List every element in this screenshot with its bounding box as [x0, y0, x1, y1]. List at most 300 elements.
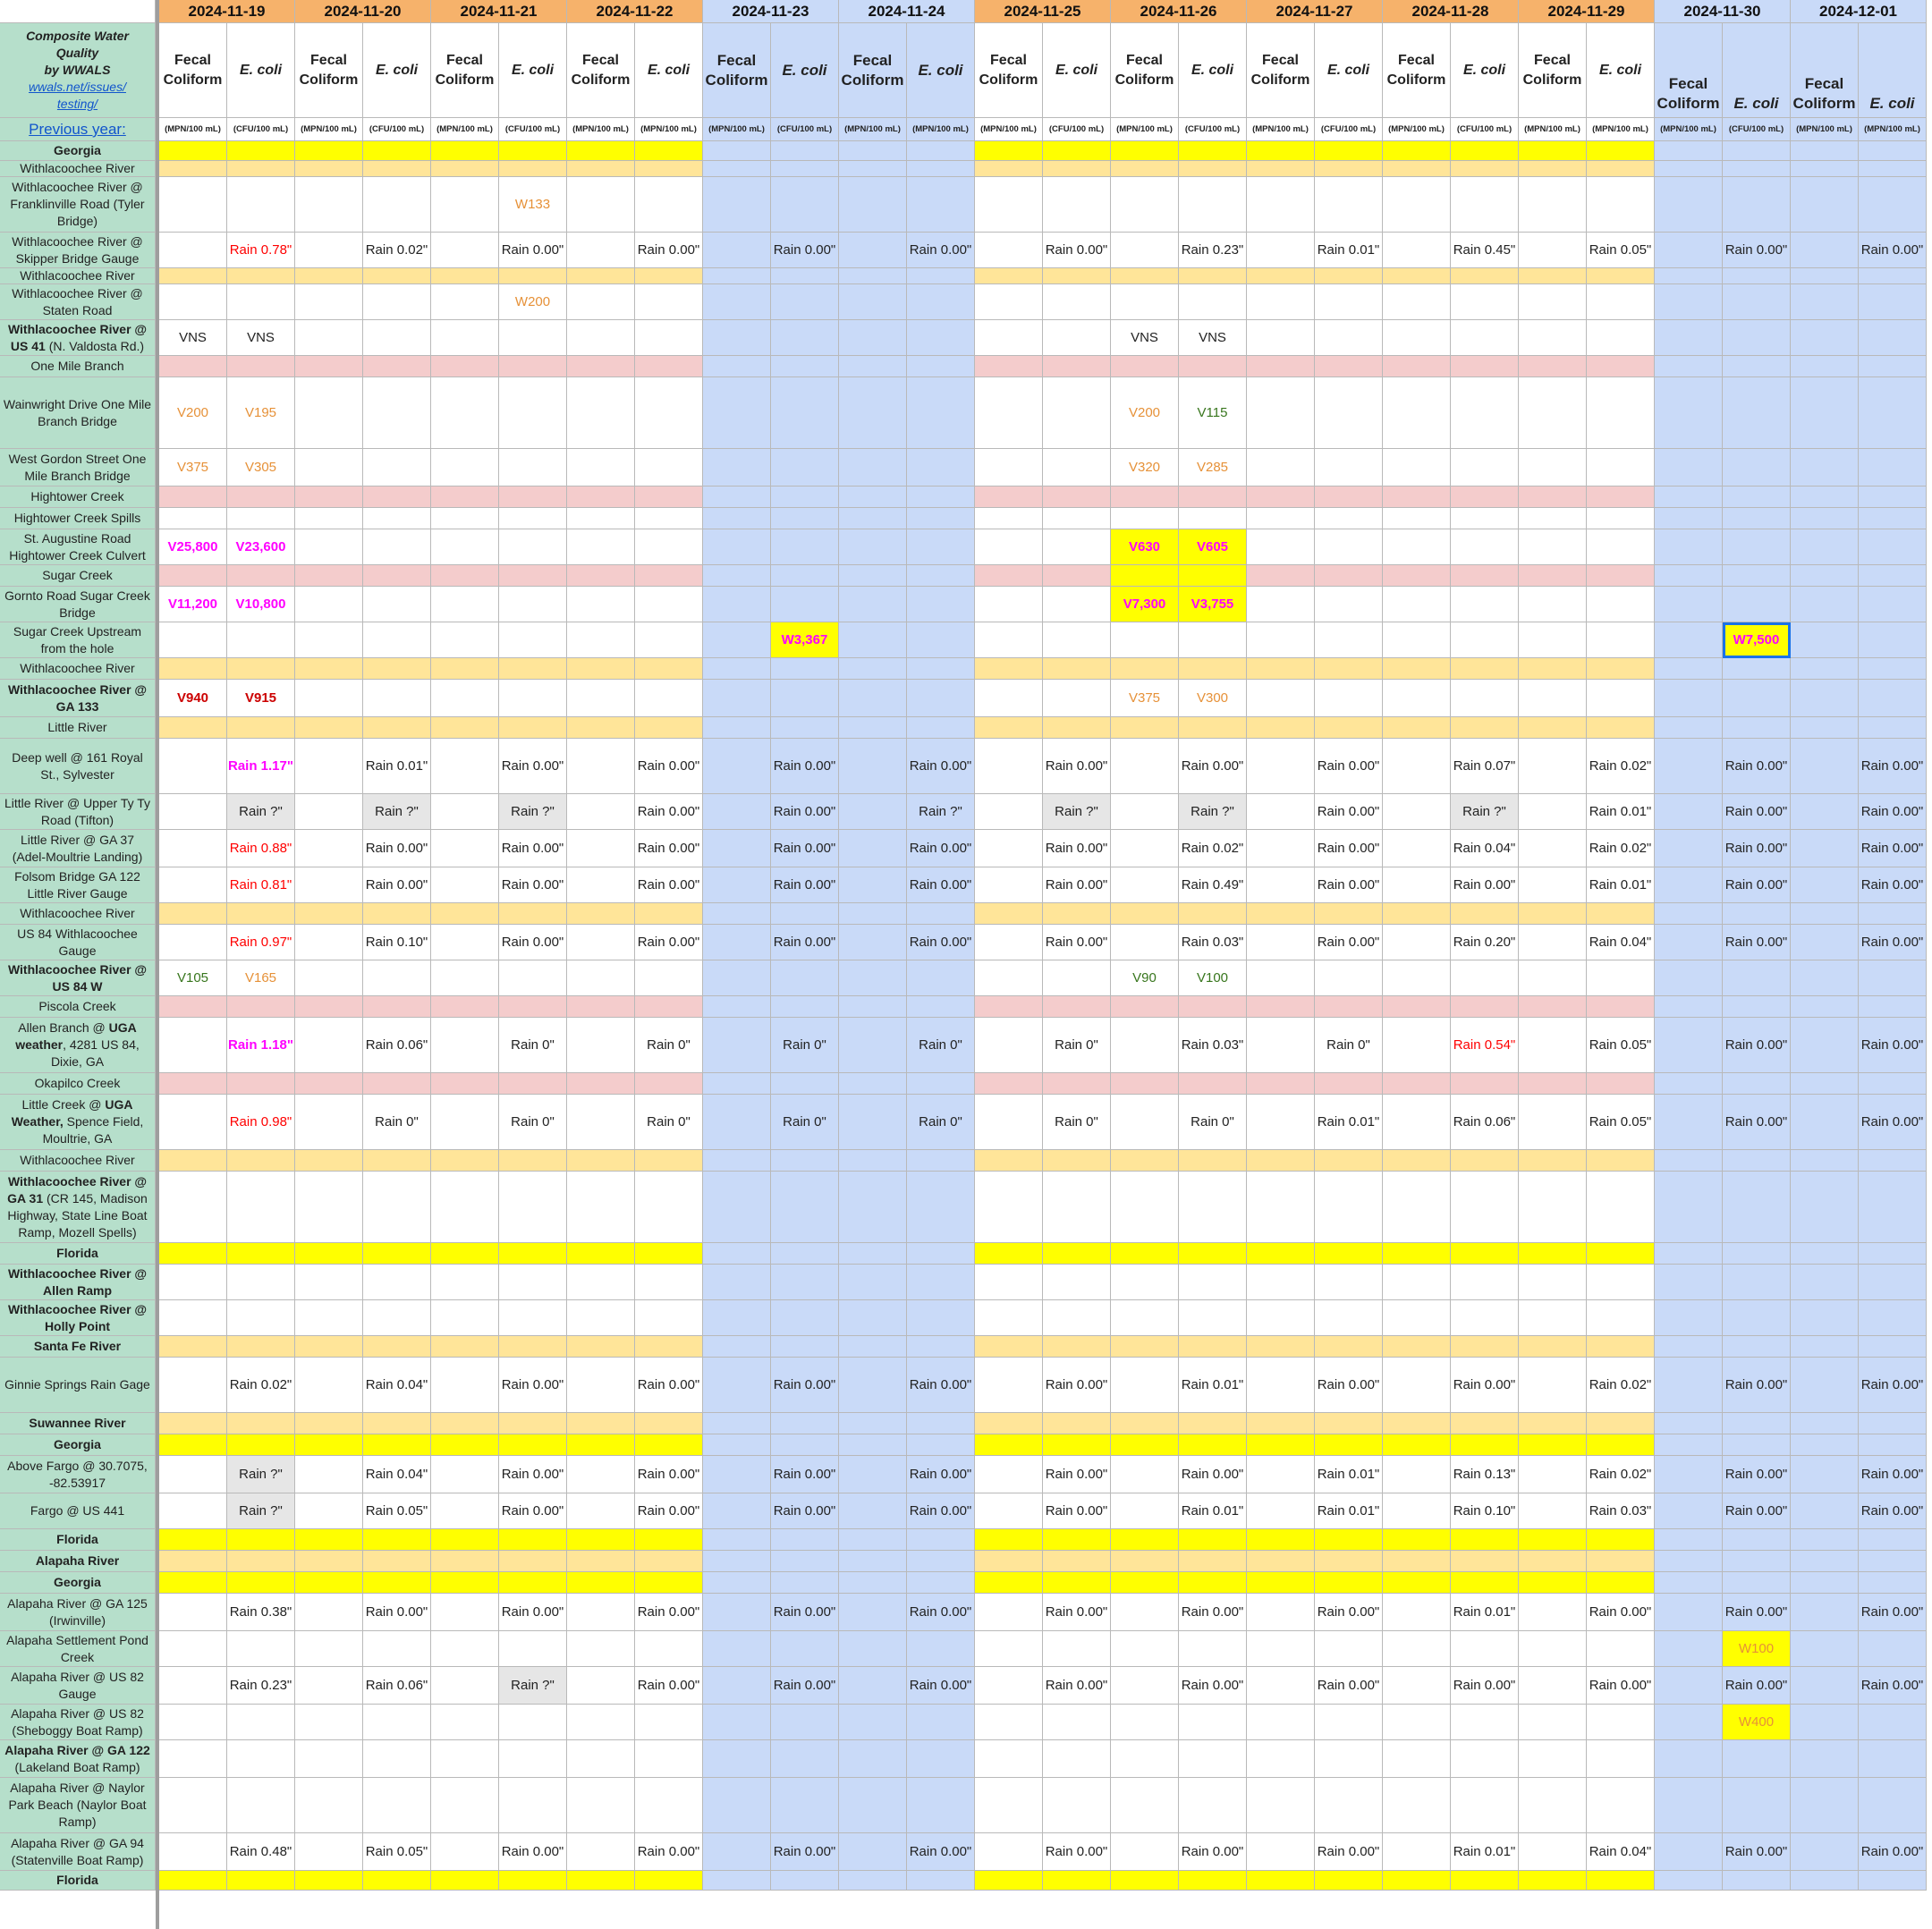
data-cell[interactable] [1451, 1434, 1519, 1456]
data-cell[interactable] [635, 141, 703, 161]
data-cell[interactable] [1723, 1095, 1791, 1150]
data-cell[interactable] [1723, 1336, 1791, 1358]
data-cell[interactable] [1791, 680, 1859, 717]
data-cell[interactable] [907, 867, 975, 903]
data-cell[interactable] [1179, 1740, 1247, 1778]
data-cell[interactable] [1587, 1336, 1655, 1358]
data-cell[interactable] [159, 1018, 227, 1073]
data-cell[interactable] [1383, 1871, 1451, 1891]
data-cell[interactable] [1247, 903, 1315, 925]
data-cell[interactable] [363, 1300, 431, 1336]
testing-link[interactable]: testing/ [56, 97, 98, 111]
data-cell[interactable] [159, 356, 227, 377]
data-cell[interactable] [1247, 867, 1315, 903]
data-cell[interactable] [1451, 1265, 1519, 1300]
data-cell[interactable] [907, 658, 975, 680]
data-cell[interactable] [1383, 903, 1451, 925]
date-header[interactable] [1519, 0, 1655, 23]
data-cell[interactable] [1723, 1551, 1791, 1572]
data-cell[interactable] [1111, 717, 1179, 739]
data-cell[interactable] [295, 903, 363, 925]
data-cell[interactable] [159, 587, 227, 622]
data-cell[interactable] [703, 1493, 771, 1529]
data-cell[interactable] [975, 622, 1043, 658]
data-cell[interactable] [1043, 1073, 1111, 1095]
data-cell[interactable] [1315, 1413, 1383, 1434]
data-cell[interactable] [227, 1336, 295, 1358]
data-cell[interactable] [839, 794, 907, 830]
data-cell[interactable] [1179, 141, 1247, 161]
data-cell[interactable] [771, 658, 839, 680]
data-cell[interactable] [907, 565, 975, 587]
data-cell[interactable] [1383, 680, 1451, 717]
data-cell[interactable] [159, 1871, 227, 1891]
data-cell[interactable] [1247, 565, 1315, 587]
data-cell[interactable] [431, 508, 499, 529]
data-cell[interactable] [907, 161, 975, 177]
data-cell[interactable] [1791, 717, 1859, 739]
data-cell[interactable] [1383, 508, 1451, 529]
data-cell[interactable] [1179, 377, 1247, 449]
data-cell[interactable] [1791, 1300, 1859, 1336]
data-cell[interactable] [1179, 1018, 1247, 1073]
data-cell[interactable] [635, 1095, 703, 1150]
data-cell[interactable] [771, 996, 839, 1018]
data-cell[interactable] [1111, 1265, 1179, 1300]
data-cell[interactable] [1655, 925, 1723, 960]
data-cell[interactable] [1451, 449, 1519, 486]
data-cell[interactable] [1315, 1705, 1383, 1740]
data-cell[interactable] [771, 587, 839, 622]
data-cell[interactable] [907, 1413, 975, 1434]
data-cell[interactable] [975, 1434, 1043, 1456]
data-cell[interactable] [1315, 1594, 1383, 1631]
data-cell[interactable] [703, 284, 771, 320]
data-cell[interactable] [839, 1018, 907, 1073]
data-cell[interactable] [1587, 1631, 1655, 1667]
data-cell[interactable] [1723, 320, 1791, 356]
data-cell[interactable] [431, 233, 499, 268]
data-cell[interactable] [1043, 1018, 1111, 1073]
data-cell[interactable] [635, 1358, 703, 1413]
data-cell[interactable] [1247, 925, 1315, 960]
data-cell[interactable] [975, 1705, 1043, 1740]
data-cell[interactable] [363, 161, 431, 177]
date-header[interactable] [431, 0, 567, 23]
data-cell[interactable] [227, 1778, 295, 1833]
data-cell[interactable] [1451, 268, 1519, 284]
data-cell[interactable] [771, 486, 839, 508]
data-cell[interactable] [363, 508, 431, 529]
data-cell[interactable] [1791, 1434, 1859, 1456]
data-cell[interactable] [363, 1871, 431, 1891]
data-cell[interactable] [771, 449, 839, 486]
data-cell[interactable] [227, 1456, 295, 1493]
data-cell[interactable] [227, 529, 295, 565]
data-cell[interactable] [363, 320, 431, 356]
data-cell[interactable] [295, 717, 363, 739]
data-cell[interactable] [703, 508, 771, 529]
data-cell[interactable] [1043, 1150, 1111, 1172]
data-cell[interactable] [1043, 1594, 1111, 1631]
data-cell[interactable] [635, 1243, 703, 1265]
data-cell[interactable] [1043, 925, 1111, 960]
data-cell[interactable] [1791, 320, 1859, 356]
data-cell[interactable] [1383, 739, 1451, 794]
data-cell[interactable] [1247, 1572, 1315, 1594]
data-cell[interactable] [1179, 1833, 1247, 1871]
data-cell[interactable] [1791, 1493, 1859, 1529]
data-cell[interactable] [1247, 794, 1315, 830]
data-cell[interactable] [1791, 903, 1859, 925]
data-cell[interactable] [295, 377, 363, 449]
data-cell[interactable] [227, 486, 295, 508]
data-cell[interactable] [1043, 1358, 1111, 1413]
data-cell[interactable] [1111, 1434, 1179, 1456]
data-cell[interactable] [1043, 377, 1111, 449]
data-cell[interactable] [839, 486, 907, 508]
data-cell[interactable] [431, 739, 499, 794]
data-cell[interactable] [499, 1529, 567, 1551]
data-cell[interactable] [635, 1631, 703, 1667]
data-cell[interactable] [1723, 1529, 1791, 1551]
data-cell[interactable] [1383, 658, 1451, 680]
data-cell[interactable] [1655, 377, 1723, 449]
data-cell[interactable] [839, 1493, 907, 1529]
data-cell[interactable] [1383, 1243, 1451, 1265]
data-cell[interactable] [975, 1667, 1043, 1705]
data-cell[interactable] [227, 1150, 295, 1172]
data-cell[interactable] [839, 996, 907, 1018]
data-cell[interactable] [635, 268, 703, 284]
data-cell[interactable] [1519, 268, 1587, 284]
data-cell[interactable] [159, 1705, 227, 1740]
data-cell[interactable] [1111, 161, 1179, 177]
data-cell[interactable] [771, 356, 839, 377]
data-cell[interactable] [1247, 1871, 1315, 1891]
data-cell[interactable] [159, 508, 227, 529]
data-cell[interactable] [1451, 233, 1519, 268]
data-cell[interactable] [1179, 486, 1247, 508]
data-cell[interactable] [159, 1243, 227, 1265]
data-cell[interactable] [499, 739, 567, 794]
data-cell[interactable] [975, 680, 1043, 717]
data-cell[interactable] [907, 925, 975, 960]
data-cell[interactable] [703, 1740, 771, 1778]
data-cell[interactable] [1247, 268, 1315, 284]
data-cell[interactable] [1179, 680, 1247, 717]
data-cell[interactable] [907, 233, 975, 268]
data-cell[interactable] [1587, 486, 1655, 508]
data-cell[interactable] [1587, 717, 1655, 739]
data-cell[interactable] [975, 1551, 1043, 1572]
data-cell[interactable] [431, 320, 499, 356]
data-cell[interactable] [1655, 1778, 1723, 1833]
data-cell[interactable] [431, 1529, 499, 1551]
data-cell[interactable] [975, 1833, 1043, 1871]
data-cell[interactable] [1383, 1594, 1451, 1631]
data-cell[interactable] [907, 1300, 975, 1336]
data-cell[interactable] [363, 356, 431, 377]
data-cell[interactable] [1179, 1434, 1247, 1456]
data-cell[interactable] [1587, 1705, 1655, 1740]
data-cell[interactable] [431, 1243, 499, 1265]
data-cell[interactable] [227, 1018, 295, 1073]
data-cell[interactable] [295, 508, 363, 529]
data-cell[interactable] [363, 1413, 431, 1434]
data-cell[interactable] [295, 925, 363, 960]
data-cell[interactable] [703, 996, 771, 1018]
data-cell[interactable] [975, 320, 1043, 356]
data-cell[interactable] [1315, 1551, 1383, 1572]
data-cell[interactable] [975, 1265, 1043, 1300]
data-cell[interactable] [975, 1300, 1043, 1336]
data-cell[interactable] [1859, 658, 1927, 680]
data-cell[interactable] [363, 1073, 431, 1095]
data-cell[interactable] [1587, 960, 1655, 996]
data-cell[interactable] [1587, 830, 1655, 867]
data-cell[interactable] [1043, 794, 1111, 830]
data-cell[interactable] [295, 1871, 363, 1891]
data-cell[interactable] [975, 508, 1043, 529]
data-cell[interactable] [1315, 1300, 1383, 1336]
data-cell[interactable] [1723, 830, 1791, 867]
data-cell[interactable] [1791, 508, 1859, 529]
data-cell[interactable] [703, 565, 771, 587]
data-cell[interactable] [1179, 1551, 1247, 1572]
data-cell[interactable] [431, 565, 499, 587]
data-cell[interactable] [771, 830, 839, 867]
data-cell[interactable] [703, 622, 771, 658]
data-cell[interactable] [1111, 1150, 1179, 1172]
data-cell[interactable] [1587, 1358, 1655, 1413]
data-cell[interactable] [1043, 587, 1111, 622]
data-cell[interactable] [1655, 1493, 1723, 1529]
data-cell[interactable] [1451, 1413, 1519, 1434]
data-cell[interactable] [1859, 960, 1927, 996]
data-cell[interactable] [975, 925, 1043, 960]
data-cell[interactable] [1383, 1150, 1451, 1172]
data-cell[interactable] [635, 680, 703, 717]
data-cell[interactable] [839, 658, 907, 680]
data-cell[interactable] [1655, 1172, 1723, 1243]
data-cell[interactable] [363, 1336, 431, 1358]
data-cell[interactable] [1519, 1493, 1587, 1529]
data-cell[interactable] [1723, 1150, 1791, 1172]
data-cell[interactable] [771, 680, 839, 717]
data-cell[interactable] [1111, 1456, 1179, 1493]
data-cell[interactable] [1247, 1336, 1315, 1358]
data-cell[interactable] [1247, 1667, 1315, 1705]
data-cell[interactable] [295, 1095, 363, 1150]
data-cell[interactable] [1043, 680, 1111, 717]
data-cell[interactable] [1315, 1833, 1383, 1871]
data-cell[interactable] [635, 830, 703, 867]
data-cell[interactable] [907, 739, 975, 794]
data-cell[interactable] [1247, 1493, 1315, 1529]
data-cell[interactable] [1859, 177, 1927, 233]
data-cell[interactable] [703, 1434, 771, 1456]
data-cell[interactable] [1383, 1778, 1451, 1833]
data-cell[interactable] [499, 377, 567, 449]
data-cell[interactable] [363, 739, 431, 794]
data-cell[interactable] [975, 1243, 1043, 1265]
data-cell[interactable] [363, 960, 431, 996]
data-cell[interactable] [1247, 739, 1315, 794]
data-cell[interactable] [1383, 1358, 1451, 1413]
data-cell[interactable] [431, 486, 499, 508]
data-cell[interactable] [703, 830, 771, 867]
data-cell[interactable] [771, 1551, 839, 1572]
data-cell[interactable] [1587, 1871, 1655, 1891]
data-cell[interactable] [839, 925, 907, 960]
data-cell[interactable] [1315, 1150, 1383, 1172]
data-cell[interactable] [1315, 658, 1383, 680]
data-cell[interactable] [1179, 1456, 1247, 1493]
data-cell[interactable] [1315, 141, 1383, 161]
data-cell[interactable] [1723, 1631, 1791, 1667]
data-cell[interactable] [1315, 508, 1383, 529]
data-cell[interactable] [567, 449, 635, 486]
data-cell[interactable] [1179, 867, 1247, 903]
data-cell[interactable] [567, 1358, 635, 1413]
data-cell[interactable] [1451, 867, 1519, 903]
data-cell[interactable] [635, 794, 703, 830]
data-cell[interactable] [1723, 867, 1791, 903]
data-cell[interactable] [1451, 1073, 1519, 1095]
data-cell[interactable] [1723, 233, 1791, 268]
data-cell[interactable] [1043, 486, 1111, 508]
data-cell[interactable] [431, 177, 499, 233]
data-cell[interactable] [635, 377, 703, 449]
data-cell[interactable] [975, 658, 1043, 680]
data-cell[interactable] [907, 794, 975, 830]
data-cell[interactable] [295, 1265, 363, 1300]
data-cell[interactable] [1043, 867, 1111, 903]
data-cell[interactable] [431, 1572, 499, 1594]
data-cell[interactable] [1451, 377, 1519, 449]
data-cell[interactable] [1791, 739, 1859, 794]
data-cell[interactable] [1247, 284, 1315, 320]
data-cell[interactable] [703, 320, 771, 356]
data-cell[interactable] [159, 1833, 227, 1871]
data-cell[interactable] [1859, 284, 1927, 320]
data-cell[interactable] [295, 1018, 363, 1073]
data-cell[interactable] [1519, 1358, 1587, 1413]
data-cell[interactable] [1519, 508, 1587, 529]
data-cell[interactable] [1247, 486, 1315, 508]
data-cell[interactable] [1383, 1493, 1451, 1529]
data-cell[interactable] [499, 903, 567, 925]
data-cell[interactable] [1315, 587, 1383, 622]
data-cell[interactable] [1519, 1265, 1587, 1300]
data-cell[interactable] [771, 1493, 839, 1529]
data-cell[interactable] [771, 903, 839, 925]
data-cell[interactable] [1383, 1456, 1451, 1493]
data-cell[interactable] [1655, 1456, 1723, 1493]
data-cell[interactable] [567, 1778, 635, 1833]
data-cell[interactable] [1519, 1631, 1587, 1667]
data-cell[interactable] [635, 1871, 703, 1891]
data-cell[interactable] [159, 1413, 227, 1434]
data-cell[interactable] [1859, 1833, 1927, 1871]
data-cell[interactable] [159, 1265, 227, 1300]
data-cell[interactable] [1587, 1572, 1655, 1594]
data-cell[interactable] [1519, 996, 1587, 1018]
data-cell[interactable] [1519, 233, 1587, 268]
data-cell[interactable] [1111, 739, 1179, 794]
data-cell[interactable] [1111, 268, 1179, 284]
data-cell[interactable] [839, 1833, 907, 1871]
data-cell[interactable] [1587, 449, 1655, 486]
data-cell[interactable] [1791, 1551, 1859, 1572]
data-cell[interactable] [1655, 960, 1723, 996]
data-cell[interactable] [1859, 1871, 1927, 1891]
data-cell[interactable] [1179, 830, 1247, 867]
data-cell[interactable] [1043, 161, 1111, 177]
data-cell[interactable] [635, 1073, 703, 1095]
data-cell[interactable] [703, 449, 771, 486]
data-cell[interactable] [1247, 996, 1315, 1018]
data-cell[interactable] [567, 622, 635, 658]
data-cell[interactable] [1179, 622, 1247, 658]
data-cell[interactable] [567, 356, 635, 377]
data-cell[interactable] [1519, 1413, 1587, 1434]
date-header[interactable] [839, 0, 975, 23]
data-cell[interactable] [567, 1493, 635, 1529]
data-cell[interactable] [1247, 960, 1315, 996]
data-cell[interactable] [1043, 268, 1111, 284]
data-cell[interactable] [1451, 1095, 1519, 1150]
data-cell[interactable] [1383, 867, 1451, 903]
data-cell[interactable] [1451, 587, 1519, 622]
data-cell[interactable] [1247, 161, 1315, 177]
data-cell[interactable] [907, 996, 975, 1018]
data-cell[interactable] [1655, 529, 1723, 565]
data-cell[interactable] [1111, 1095, 1179, 1150]
data-cell[interactable] [363, 529, 431, 565]
data-cell[interactable] [295, 177, 363, 233]
data-cell[interactable] [363, 486, 431, 508]
data-cell[interactable] [295, 1243, 363, 1265]
data-cell[interactable] [1179, 1871, 1247, 1891]
data-cell[interactable] [567, 996, 635, 1018]
data-cell[interactable] [1315, 996, 1383, 1018]
data-cell[interactable] [907, 508, 975, 529]
data-cell[interactable] [1859, 925, 1927, 960]
data-cell[interactable] [635, 1833, 703, 1871]
data-cell[interactable] [839, 320, 907, 356]
data-cell[interactable] [1451, 658, 1519, 680]
data-cell[interactable] [907, 449, 975, 486]
data-cell[interactable] [1383, 1073, 1451, 1095]
data-cell[interactable] [567, 377, 635, 449]
data-cell[interactable] [907, 1456, 975, 1493]
data-cell[interactable] [1179, 320, 1247, 356]
data-cell[interactable] [1451, 739, 1519, 794]
data-cell[interactable] [295, 587, 363, 622]
data-cell[interactable] [635, 1551, 703, 1572]
data-cell[interactable] [1179, 529, 1247, 565]
data-cell[interactable] [839, 1705, 907, 1740]
data-cell[interactable] [1043, 1667, 1111, 1705]
data-cell[interactable] [1587, 177, 1655, 233]
data-cell[interactable] [363, 1434, 431, 1456]
data-cell[interactable] [567, 658, 635, 680]
data-cell[interactable] [1111, 1243, 1179, 1265]
data-cell[interactable] [1655, 565, 1723, 587]
data-cell[interactable] [499, 1871, 567, 1891]
